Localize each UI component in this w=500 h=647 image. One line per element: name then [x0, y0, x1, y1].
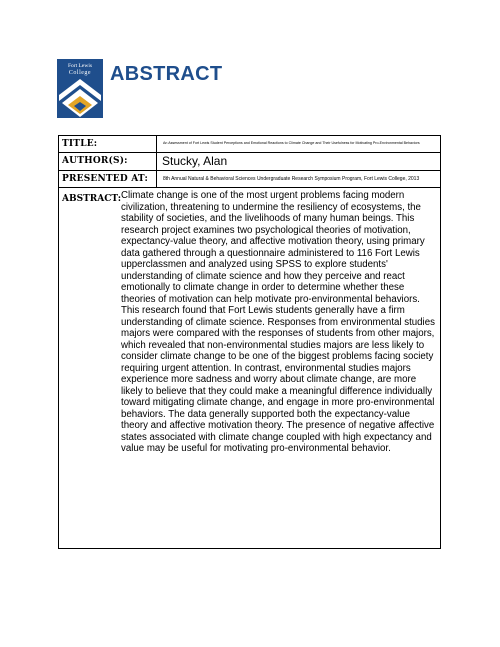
presented-value: 8th Annual Natural & Behavioral Sciences Undergraduate Research Symposium Program, Fort Lewis College, 2013 [163, 176, 420, 182]
presented-label: PRESENTED AT: [62, 174, 148, 184]
author-row [59, 153, 440, 171]
author-value: Stucky, Alan [162, 154, 228, 168]
abstract-form [58, 135, 441, 549]
author-label: AUTHOR(S): [62, 156, 128, 166]
title-label: TITLE: [62, 139, 98, 149]
logo-text-line1: Fort Lewis [68, 63, 92, 69]
fort-lewis-college-logo [57, 59, 103, 118]
title-value: An Assessment of Fort Lewis Student Perceptions and Emotional Reactions to Climate Change and Their Usefulness for Motivating Pro-Environmental Behaviors [163, 141, 420, 145]
page-heading: ABSTRACT [110, 63, 223, 85]
logo-text-line2: College [68, 70, 92, 76]
abstract-label: ABSTRACT: [62, 194, 122, 204]
abstract-body: Climate change is one of the most urgent problems facing modern civilization, threatening to undermine the resiliency of ecosystems, the stability of societies, and the livelihoods of many human beings. This research project examines two psychological theories of motivation, expectancy-value theory, and affective motivation theory, using primary data gathered through a questionnaire administered to 116 Fort Lewis upperclassmen and analyzed using SPSS to explore students' understanding of climate science and how they perceive and react emotionally to climate change in order to determine whether these theories of motivation can help motivate pro-environmental behaviors. This research found that Fort Lewis students generally have a firm understanding of climate science. Responses from environmental studies majors were compared with the responses of students from other majors, which revealed that non-environmental studies majors are less likely to consider climate change to be one of the biggest problems facing society requiring urgent attention. In contrast, environmental studies majors experience more sadness and worry about climate change, are more likely to believe that they could make a meaningful difference individually toward mitigating climate change, and engage in more pro-environmental behaviors. The data generally supported both the expectancy-value theory and affective motivation theory. The presence of negative affective states associated with climate change coupled with high expectancy and value may be useful for motivating pro-environmental behavior. [121, 190, 435, 454]
presented-row [59, 171, 440, 188]
college-logo-icon [57, 59, 103, 118]
title-row [59, 136, 440, 153]
